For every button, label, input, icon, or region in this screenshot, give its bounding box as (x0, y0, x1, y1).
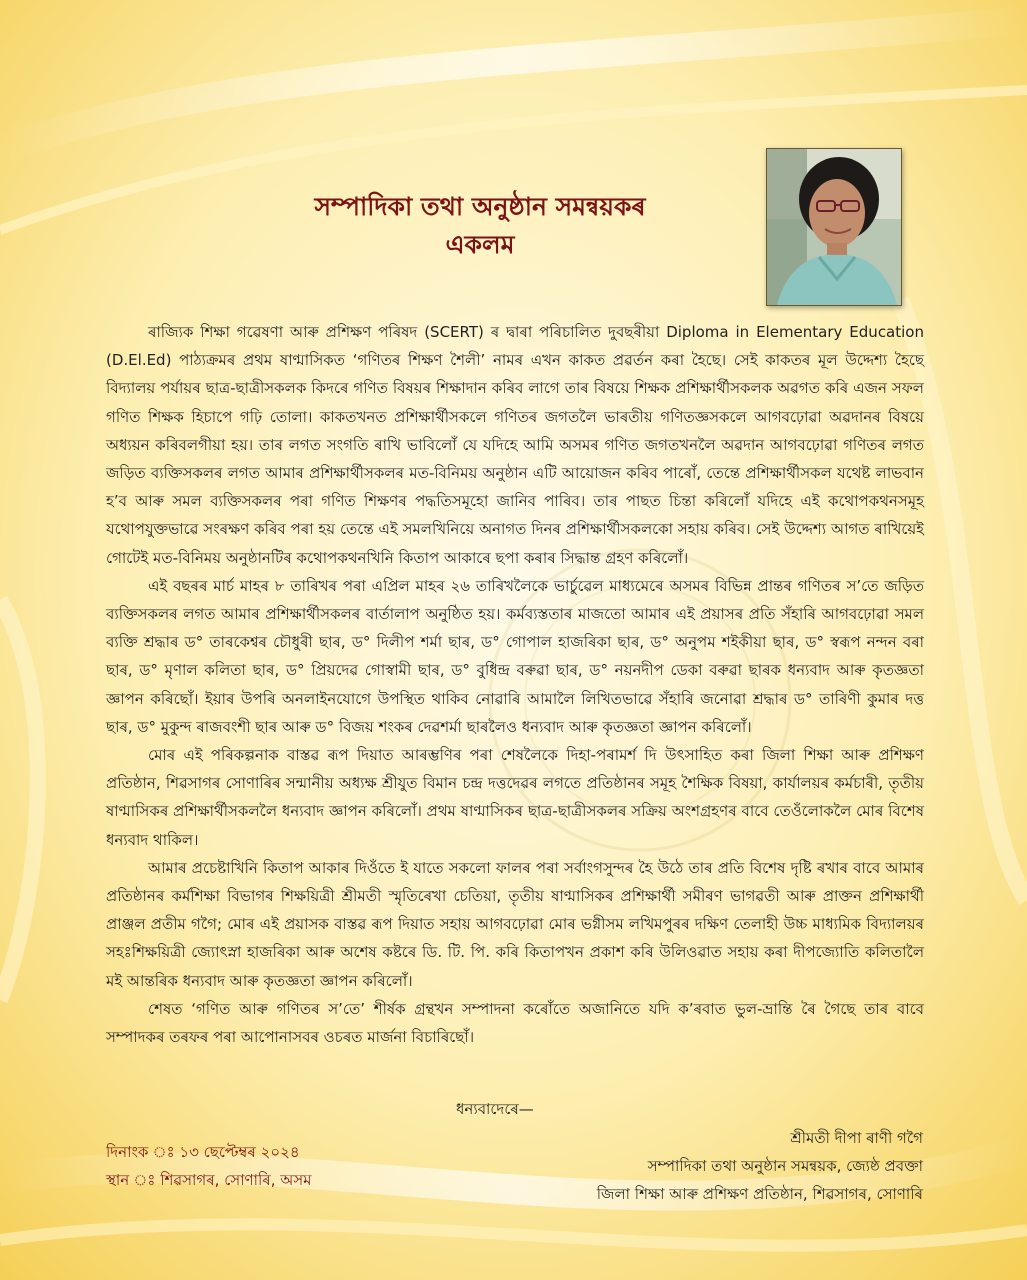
signature-name: শ্ৰীমতী দীপা ৰাণী গগৈ (790, 1129, 923, 1147)
signature-institution: জিলা শিক্ষা আৰু প্ৰশিক্ষণ প্ৰতিষ্ঠান, শিৱসাগৰ, সোণাৰি (596, 1185, 923, 1203)
portrait-photo (766, 148, 902, 306)
place-line: স্থান ঃ শিৱসাগৰ, সোণাৰি, অসম (106, 1171, 312, 1189)
signature-designation: সম্পাদিকা তথা অনুষ্ঠান সমন্বয়ক, জ্যেষ্ঠ প্ৰবক্তা (647, 1157, 923, 1175)
portrait-illustration (767, 149, 901, 305)
paragraph-3: মোৰ এই পৰিকল্পনাক বাস্তৱ ৰূপ দিয়াত আৰম্ভণিৰ পৰা শেষলৈকে দিহা-পৰামৰ্শ দি উৎসাহিত কৰা জিলা শিক্ষা আৰু প্ৰশিক্ষণ প্ৰতিষ্ঠান, শিৱসাগৰ সোণাৰিৰ সন্মানীয় অধ্যক্ষ শ্ৰীযুত বিমান চন্দ্ৰ দত্তদেৱৰ লগতে প্ৰতিষ্ঠানৰ সমূহ শৈক্ষিক বিষয়া, কাৰ্যালয়ৰ কৰ্মচাৰী, তৃতীয় ষাণ্মাসিকৰ প্ৰশিক্ষাৰ্থীসকললৈ ধন্যবাদ জ্ঞাপন কৰিলোঁ। প্ৰথম ষাণ্মাসিকৰ ছাত্ৰ-ছাত্ৰীসকলৰ সক্ৰিয় অংশগ্ৰহণৰ বাবে তেওঁলোকলৈ মোৰ বিশেষ ধন্যবাদ থাকিল। (106, 746, 924, 849)
date-line: দিনাংক ঃ ১৩ ছেপ্টেম্বৰ ২০২৪ (106, 1143, 300, 1161)
editorial-body (106, 318, 924, 1051)
paragraph-2: এই বছৰৰ মাৰ্চ মাহৰ ৮ তাৰিখৰ পৰা এপ্ৰিল মাহৰ ২৬ তাৰিখলৈকে ভাৰ্চুৱেল মাধ্যমেৰে অসমৰ বিভিন্ন প্ৰান্তৰ গণিতৰ স’তে জড়িত ব্যক্তিসকলৰ লগত আমাৰ প্ৰশিক্ষাৰ্থীসকলৰ বাৰ্তালাপ অনুষ্ঠিত হয়। কৰ্মব্যস্ততাৰ মাজতো আমাৰ এই প্ৰয়াসৰ প্ৰতি সঁহাৰি আগবঢ়োৱা সমল ব্যক্তি শ্ৰদ্ধাৰ ড° তাৰকেশ্বৰ চৌধুৰী ছাৰ, ড° দিলীপ শৰ্মা ছাৰ, ড° গোপাল হাজৰিকা ছাৰ, ড° অনুপম শইকীয়া ছাৰ, ড° স্বৰূপ নন্দন বৰা ছাৰ, ড° মৃণাল কলিতা ছাৰ, ড° প্ৰিয়দেৱ গোস্বামী ছাৰ, ড° বুধিন্দ্ৰ বৰুৱা ছাৰ, ড° নয়নদীপ ডেকা বৰুৱা ছাৰক ধন্যবাদ আৰু কৃতজ্ঞতা জ্ঞাপন কৰিছোঁ। ইয়াৰ উপৰি অনলাইনযোগে উপস্থিত থাকিব নোৱাৰি আমালৈ লিখিতভাৱে সঁহাৰি জনোৱা শ্ৰদ্ধাৰ ড° তাৰিণী কুমাৰ দত্ত ছাৰ, ড° মুকুন্দ ৰাজবংশী ছাৰ আৰু ড° বিজয় শংকৰ দেৱশৰ্মা ছাৰলৈও ধন্যবাদ আৰু কৃতজ্ঞতা জ্ঞাপন কৰিলোঁ। (106, 576, 924, 736)
closing-thanks: ধন্যবাদেৰে— (456, 1100, 534, 1118)
paragraph-5: শেষত ‘গণিত আৰু গণিতৰ স’তে’ শীৰ্ষক গ্ৰন্থখন সম্পাদনা কৰোঁতে অজানিতে যদি ক’ৰবাত ভুল-ভ্ৰান্তি ৰৈ গৈছে তাৰ বাবে সম্পাদকৰ তৰফৰ পৰা আপোনাসবৰ ওচৰত মাৰ্জনা বিচাৰিছোঁ। (106, 999, 924, 1047)
page-title: সম্পাদিকা তথা অনুষ্ঠান সমন্বয়কৰ (314, 192, 646, 221)
paragraph-4: আমাৰ প্ৰচেষ্টাখিনি কিতাপ আকাৰ দিওঁতে ই যাতে সকলো ফালৰ পৰা সৰ্বাংগসুন্দৰ হৈ উঠে তাৰ প্ৰতি বিশেষ দৃষ্টি ৰখাৰ বাবে আমাৰ প্ৰতিষ্ঠানৰ কৰ্মশিক্ষা বিভাগৰ শিক্ষয়িত্ৰী শ্ৰীমতী স্মৃতিৰেখা চেতিয়া, তৃতীয় ষাণ্মাসিকৰ প্ৰশিক্ষাৰ্থী সমীৰণ ভাগৱতী আৰু প্ৰাক্তন প্ৰশিক্ষাৰ্থী প্ৰাঞ্জল প্ৰতীম গগৈ; মোৰ এই প্ৰয়াসক বাস্তৱ ৰূপ দিয়াত সহায় আগবঢ়োৱা মোৰ ভগ্নীসম লখিমপুৰৰ দক্ষিণ তেলাহী উচ্চ মাধ্যমিক বিদ্যালয়ৰ সহঃশিক্ষয়িত্ৰী জ্যোৎস্না হাজৰিকা আৰু অশেষ কষ্টৰে ডি. টি. পি. কৰি কিতাপখন প্ৰকাশ কৰি উলিওৱাত সহায় কৰা দীপজ্যোতি কলিতালৈ মই আন্তৰিক ধন্যবাদ আৰু কৃতজ্ঞতা জ্ঞাপন কৰিলোঁ। (106, 858, 924, 990)
date-place-block (106, 1138, 311, 1194)
page-heading (240, 188, 720, 264)
paragraph-1: ৰাজ্যিক শিক্ষা গৱেষণা আৰু প্ৰশিক্ষণ পৰিষদ (SCERT) ৰ দ্বাৰা পৰিচালিত দুবছৰীয়া Diploma in Elementary Education (D.El.Ed) পাঠ্যক্ৰমৰ প্ৰথম ষাণ্মাসিকত ‘গণিতৰ শিক্ষণ শৈলী’ নামৰ এখন কাকত প্ৰৱৰ্তন কৰা হৈছে। সেই কাকতৰ মূল উদ্দেশ্য হৈছে বিদ্যালয় পৰ্যায়ৰ ছাত্ৰ-ছাত্ৰীসকলক কিদৰে গণিত বিষয়ৰ শিক্ষাদান কৰিব লাগে তাৰ বিষয়ে শিক্ষক প্ৰশিক্ষাৰ্থীসকলক অৱগত কৰি এজন সফল গণিত শিক্ষক হিচাপে গঢ়ি তোলা। কাকতখনত প্ৰশিক্ষাৰ্থীসকলে গণিতৰ জগতলৈ ভাৰতীয় গণিতজ্ঞসকলে আগবঢ়োৱা অৱদানৰ বিষয়ে অধ্যয়ন কৰিবলগীয়া হয়। তাৰ লগত সংগতি ৰাখি ভাবিলোঁ যে যদিহে আমি অসমৰ গণিত জগতখনলৈ অৱদান আগবঢ়োৱা গণিতৰ লগত জড়িত ব্যক্তিসকলৰ লগত আমাৰ প্ৰশিক্ষাৰ্থীসকলৰ মত-বিনিময় অনুষ্ঠান এটি আয়োজন কৰিব পাৰোঁ, তেন্তে প্ৰশিক্ষাৰ্থীসকল যথেষ্ট লাভবান হ’ব আৰু সমল ব্যক্তিসকলৰ পৰা গণিত শিক্ষণৰ পদ্ধতিসমূহো জানিব পাৰিব। তাৰ পাছত চিন্তা কৰিলোঁ যদিহে এই কথোপকথনসমূহ যথোপযুক্তভাৱে সংৰক্ষণ কৰিব পৰা হয় তেন্তে এই সমলখিনিয়ে অনাগত দিনৰ প্ৰশিক্ষাৰ্থীসকলকো সহায় কৰিব। সেই উদ্দেশ্য আগত ৰাখিয়েই গোটেই মত-বিনিময় অনুষ্ঠানটিৰ কথোপকথনখিনি কিতাপ আকাৰে ছপা কৰাৰ সিদ্ধান্ত গ্ৰহণ কৰিলোঁ। (106, 323, 924, 567)
page-subtitle: একলম (445, 230, 515, 259)
signature-block (597, 1124, 923, 1208)
